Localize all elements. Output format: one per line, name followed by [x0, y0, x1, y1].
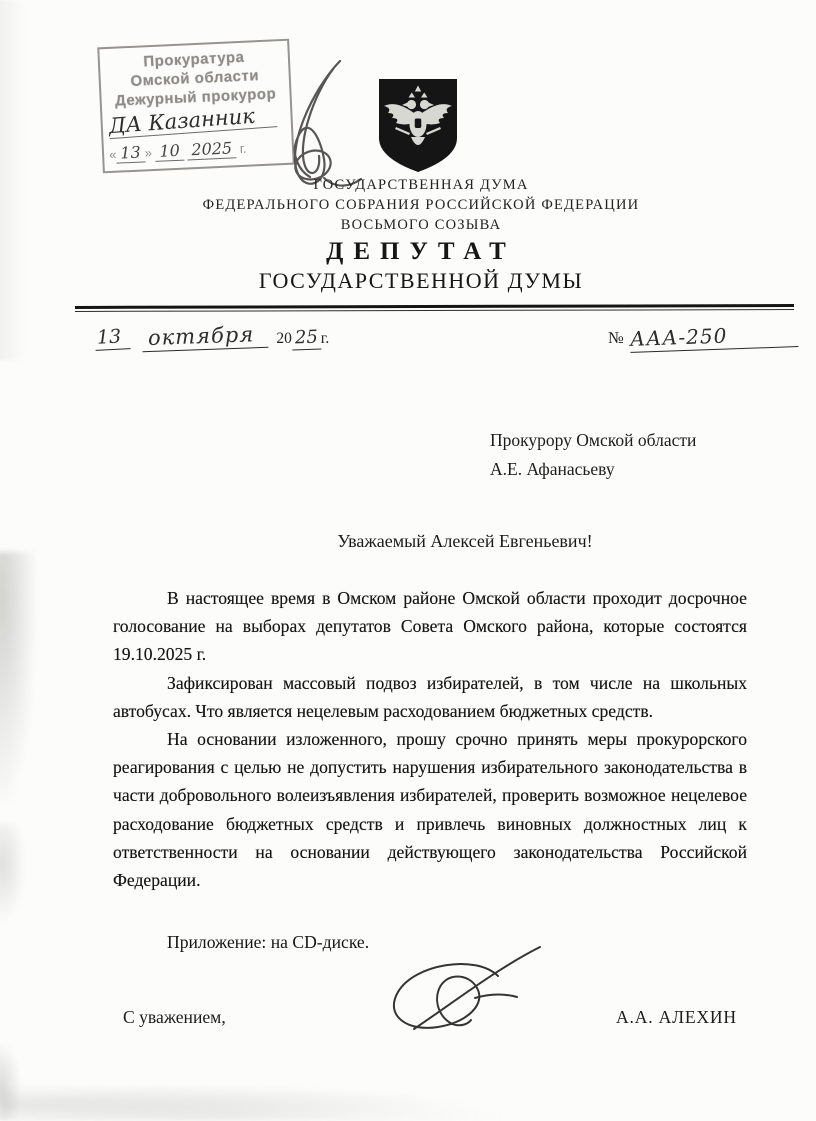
handwritten-month: октября: [142, 322, 269, 352]
handwritten-number: ААА-250: [629, 321, 798, 353]
deputy-title: ДЕПУТАТ: [326, 238, 516, 265]
body-paragraph: Зафиксирован массовый подвоз избирателей, в том числе на школьных автобусах. Что является нецелевым расходованием бюджетных средств.: [113, 672, 747, 721]
handwritten-year: 25: [291, 327, 321, 351]
year-suffix: г.: [320, 330, 330, 347]
stamp-year-suffix: г.: [239, 140, 247, 157]
stamp-org-line: Дежурный прокурор: [114, 85, 277, 110]
addressee-block: [490, 426, 696, 484]
stamp-handwritten-name: ДА Казанник: [108, 102, 277, 139]
addressee-name: А.Е. Афанасьеву: [490, 459, 615, 479]
scan-smudge: [0, 552, 36, 802]
letter-body: [113, 584, 747, 894]
number-sign: №: [608, 328, 624, 347]
scan-smudge: [0, 1040, 22, 1120]
org-name-line3: ВОСЬМОГО СОЗЫВА: [340, 217, 502, 233]
attachment-line: Приложение: на CD-диске.: [167, 932, 370, 952]
org-name-line2: ФЕДЕРАЛЬНОГО СОБРАНИЯ РОССИЙСКОЙ ФЕДЕРАЦИИ: [202, 197, 640, 213]
stamp-org-line: Прокуратура: [142, 48, 245, 71]
body-paragraph: В настоящее время в Омском районе Омской области проходит досрочное голосование на выборах депутатов Совета Омского района, которые состоятся 19.10.2025 г.: [113, 588, 747, 665]
stamp-quote: »: [144, 145, 153, 161]
stamp-day: 13: [116, 142, 145, 163]
scan-smudge: [0, 824, 26, 924]
letter-date: [95, 324, 329, 350]
addressee-title: Прокурору Омской области: [490, 430, 697, 450]
printed-century: 20: [276, 330, 292, 347]
letterhead-divider: [75, 304, 794, 312]
deputy-subtitle: ГОСУДАРСТВЕННОЙ ДУМЫ: [258, 268, 584, 293]
body-paragraph: На основании изложенного, прошу срочно принять меры прокурорского реагирования с целью не допустить нарушения избирательного законодательства в части добровольного волеизъявления избирателей, проверить возможное нецелевое расходование бюджетных средств и привлечь виновных должностных лиц к ответственности на основании действующего законодательства Российской Федерации.: [113, 729, 747, 891]
stamp-quote: «: [108, 146, 117, 162]
signer-name: А.А. АЛЕХИН: [616, 1007, 737, 1027]
date-number-line: [0, 324, 816, 358]
stamp-month: 10: [155, 141, 184, 162]
stamp-org-line: Омской области: [130, 67, 260, 90]
scan-smudge: [0, 1078, 560, 1121]
closing-regards: С уважением,: [123, 1007, 226, 1027]
deputy-signature: [378, 944, 553, 1046]
stamp-year: 2025: [187, 138, 237, 160]
salutation: Уважаемый Алексей Евгеньевич!: [337, 531, 593, 551]
letter-number: [608, 324, 798, 350]
org-name-line1: ГОСУДАРСТВЕННАЯ ДУМА: [313, 177, 529, 193]
handwritten-day: 13: [94, 325, 130, 351]
russia-coat-of-arms-icon: [372, 75, 464, 177]
